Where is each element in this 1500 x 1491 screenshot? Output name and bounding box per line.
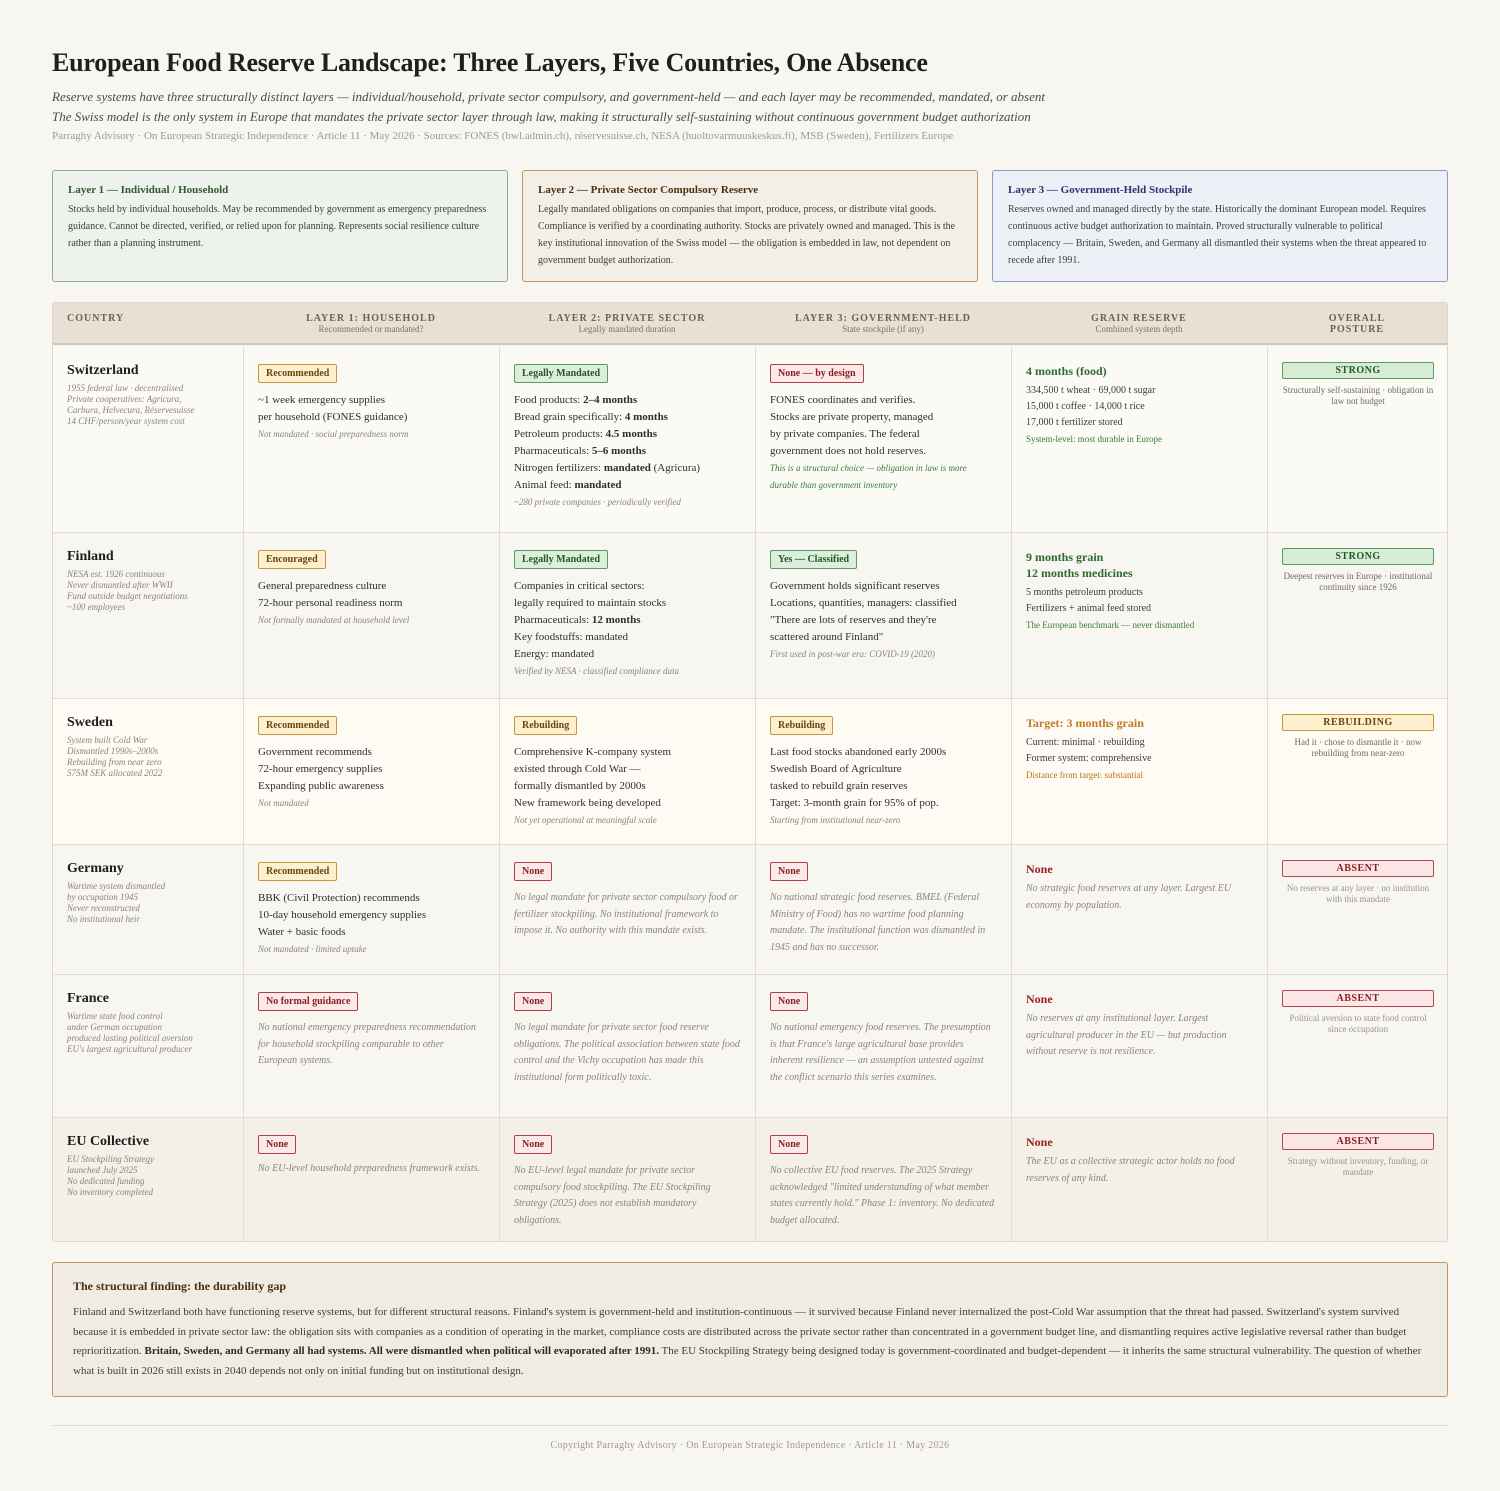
column-header-layer2 bbox=[499, 303, 755, 343]
status-badge: None bbox=[770, 992, 808, 1011]
source-line: Parraghy Advisory · On European Strategic Independence · Article 11 · May 2026 · Sources: FONES (bwl.admin.ch), réservesuisse.ch, NESA (huoltovarmuuskeskus.fi), MSB (Sweden), Fertilizers Europe bbox=[52, 130, 954, 142]
detail-line: "There are lots of reserves and they're bbox=[770, 614, 937, 626]
country-note: Wartime state food control bbox=[67, 1011, 163, 1021]
layer-title: Layer 2 — Private Sector Compulsory Reserve bbox=[538, 184, 759, 196]
grain-cell bbox=[1011, 1118, 1267, 1242]
country-note: produced lasting political aversion bbox=[67, 1033, 193, 1043]
posture-badge: STRONG bbox=[1282, 362, 1434, 379]
country-note: launched July 2025 bbox=[67, 1165, 138, 1175]
posture-badge: REBUILDING bbox=[1282, 714, 1434, 731]
country-cell bbox=[53, 533, 243, 698]
grain-cell bbox=[1011, 347, 1267, 532]
layer2-cell bbox=[499, 533, 755, 698]
country-note: Dismantled 1990s–2000s bbox=[67, 746, 159, 756]
column-header-country bbox=[53, 303, 243, 343]
layer-3-card bbox=[992, 170, 1448, 282]
item-label: Nitrogen fertilizers: bbox=[514, 462, 604, 474]
layer3-cell bbox=[755, 845, 1011, 974]
grain-status: The European benchmark — never dismantled bbox=[1026, 620, 1195, 630]
status-badge: None bbox=[770, 862, 808, 881]
detail-line bbox=[514, 460, 741, 477]
detail-line: Water + basic foods bbox=[258, 926, 346, 938]
country-note: Carbura, Helvecura, Réservesuisse bbox=[67, 405, 195, 415]
finding-text: The EU Stockpiling Strategy being designed today is government-coordinated and budget-dependent — it inherits the same structural vulnerability. The question of whether what is built in 2026 still exists in 2040 depends not only on initial funding but on institutional design. bbox=[73, 1345, 1422, 1378]
layer1-cell bbox=[243, 347, 499, 532]
country-name: France bbox=[67, 991, 109, 1006]
detail-note: ~280 private companies · periodically verified bbox=[514, 497, 681, 507]
detail-line: formally dismantled by 2000s bbox=[514, 780, 646, 792]
detail-line: 10-day household emergency supplies bbox=[258, 909, 427, 921]
absence-text: No EU-level legal mandate for private sector compulsory food stockpiling. The EU Stockpiling Strategy (2025) does not establish mandatory obligations. bbox=[514, 1165, 711, 1226]
country-note: ~100 employees bbox=[67, 602, 126, 612]
country-note: Wartime system dismantled bbox=[67, 881, 166, 891]
header-subtitle: Recommended or mandated? bbox=[318, 324, 424, 334]
item-value: 2–4 months bbox=[583, 394, 638, 406]
layer-body: Legally mandated obligations on companies that import, produce, process, or distribute vital goods. Compliance is verified by a coordinating authority. Stocks are privately owned and managed. This is the key institutional innovation of the Swiss model — the obligation is embedded in law, not dependent on government budget authorization. bbox=[538, 204, 956, 266]
column-header-layer3 bbox=[755, 303, 1011, 343]
country-note: NESA est. 1926 continuous bbox=[67, 569, 165, 579]
posture-badge: ABSENT bbox=[1282, 860, 1434, 877]
country-note: EU Stockpiling Strategy bbox=[67, 1154, 154, 1164]
column-header-posture bbox=[1267, 303, 1447, 343]
layer1-cell bbox=[243, 975, 499, 1117]
header-title: COUNTRY bbox=[67, 313, 125, 324]
country-cell bbox=[53, 1118, 243, 1242]
detail-line bbox=[514, 443, 741, 460]
absence-text: No legal mandate for private sector food reserve obligations. The political association between state food control and the Vichy occupation has made this institutional form politically toxic. bbox=[514, 1022, 740, 1083]
country-note: No inventory completed bbox=[67, 1187, 153, 1197]
grain-line: 334,500 t wheat · 69,000 t sugar bbox=[1026, 385, 1156, 396]
detail-line: BBK (Civil Protection) recommends bbox=[258, 892, 420, 904]
finding-title: The structural finding: the durability gap bbox=[73, 1279, 287, 1293]
grain-headline: None bbox=[1026, 1135, 1053, 1149]
header-subtitle: Legally mandated duration bbox=[578, 324, 676, 334]
detail-line: FONES coordinates and verifies. bbox=[770, 394, 916, 406]
detail-line bbox=[514, 426, 741, 443]
layer-definitions bbox=[52, 170, 1448, 282]
layer2-cell bbox=[499, 975, 755, 1117]
status-badge: None bbox=[514, 992, 552, 1011]
layer2-cell bbox=[499, 845, 755, 974]
country-name: Finland bbox=[67, 549, 114, 564]
detail-line: legally required to maintain stocks bbox=[514, 597, 667, 609]
detail-line: Swedish Board of Agriculture bbox=[770, 763, 902, 775]
layer-1-card bbox=[52, 170, 508, 282]
status-badge: None — by design bbox=[770, 364, 864, 383]
detail-line: tasked to rebuild grain reserves bbox=[770, 780, 908, 792]
detail-line: General preparedness culture bbox=[258, 580, 387, 592]
detail-line bbox=[514, 477, 741, 494]
grain-line: Former system: comprehensive bbox=[1026, 753, 1152, 764]
page-title: European Food Reserve Landscape: Three Layers, Five Countries, One Absence bbox=[52, 48, 928, 77]
layer1-cell bbox=[243, 533, 499, 698]
layer-2-card bbox=[522, 170, 978, 282]
layer-title: Layer 1 — Individual / Household bbox=[68, 184, 229, 196]
header-title: LAYER 3: GOVERNMENT-HELD bbox=[794, 313, 972, 324]
reserve-table bbox=[52, 302, 1448, 1242]
posture-cell bbox=[1267, 347, 1447, 532]
grain-line: 5 months petroleum products bbox=[1026, 587, 1143, 598]
table-row-eu bbox=[53, 1118, 1447, 1242]
finding-text: Finland and Switzerland both have functioning reserve systems, but for different structural reasons. Finland's system is government-held and institution-continuous — it survived because Finland never internalized the post-Cold War assumption that the threat had passed. Switzerland's system survived because it is embedded in private sector law: the obligation sits with companies as a condition of operating in the market, compliance costs are distributed across the private sector rather than concentrated in a government budget line, and dismantling requires active legislative reversal rather than budget reprioritization. bbox=[73, 1306, 1407, 1358]
status-badge: Recommended bbox=[258, 716, 337, 735]
country-note: Never dismantled after WWII bbox=[67, 580, 173, 590]
header-title: LAYER 2: PRIVATE SECTOR bbox=[548, 313, 706, 324]
detail-note: Starting from institutional near-zero bbox=[770, 815, 901, 825]
table-row-switzerland bbox=[53, 347, 1447, 533]
item-label: Petroleum products: bbox=[514, 428, 606, 440]
layer1-cell bbox=[243, 1118, 499, 1242]
status-badge: Legally Mandated bbox=[514, 550, 608, 569]
layer3-cell bbox=[755, 1118, 1011, 1242]
detail-note: Not mandated bbox=[258, 798, 309, 808]
country-cell bbox=[53, 699, 243, 844]
country-note: 1955 federal law · decentralised bbox=[67, 383, 184, 393]
status-badge: Rebuilding bbox=[770, 716, 833, 735]
finding-body bbox=[73, 1303, 1427, 1382]
item-value: 5–6 months bbox=[591, 445, 646, 457]
header-subtitle: State stockpile (if any) bbox=[842, 324, 924, 334]
layer1-cell bbox=[243, 699, 499, 844]
layer-title: Layer 3 — Government-Held Stockpile bbox=[1008, 184, 1193, 196]
item-value: mandated bbox=[574, 479, 622, 491]
absence-text: No national strategic food reserves. BMEL (Federal Ministry of Food) has no wartime food planning mandate. The institutional function was dismantled in 1945 and has no successor. bbox=[770, 892, 986, 953]
table-row-germany bbox=[53, 845, 1447, 975]
detail-line bbox=[514, 612, 741, 629]
country-cell bbox=[53, 975, 243, 1117]
table-header bbox=[53, 303, 1447, 345]
status-badge: None bbox=[514, 862, 552, 881]
grain-cell bbox=[1011, 845, 1267, 974]
finding-emphasis: Britain, Sweden, and Germany all had systems. All were dismantled when political will evaporated after 1991. bbox=[144, 1345, 659, 1358]
detail-line: Energy: mandated bbox=[514, 648, 595, 660]
item-value: 12 months bbox=[591, 614, 641, 626]
layer-body: Stocks held by individual households. May be recommended by government as emergency preparedness guidance. Cannot be directed, verified, or relied upon for planning. Represents social resilience culture rather than a planning instrument. bbox=[68, 204, 487, 249]
country-note: EU's largest agricultural producer bbox=[67, 1044, 193, 1054]
layer2-cell bbox=[499, 1118, 755, 1242]
detail-line: Comprehensive K-company system bbox=[514, 746, 672, 758]
country-note: No dedicated funding bbox=[67, 1176, 145, 1186]
detail-line: Target: 3-month grain for 95% of pop. bbox=[770, 797, 939, 809]
detail-line: 72-hour personal readiness norm bbox=[258, 597, 403, 609]
posture-badge: STRONG bbox=[1282, 548, 1434, 565]
item-label: Pharmaceuticals: bbox=[514, 614, 592, 626]
country-cell bbox=[53, 347, 243, 532]
detail-line: Government recommends bbox=[258, 746, 372, 758]
table-row-sweden bbox=[53, 699, 1447, 845]
grain-line: 17,000 t fertilizer stored bbox=[1026, 417, 1123, 428]
posture-cell bbox=[1267, 1118, 1447, 1242]
item-label: Pharmaceuticals: bbox=[514, 445, 592, 457]
posture-cell bbox=[1267, 845, 1447, 974]
column-header-layer1 bbox=[243, 303, 499, 343]
posture-note: Political aversion to state food control since occupation bbox=[1289, 1013, 1427, 1034]
detail-line: Companies in critical sectors: bbox=[514, 580, 645, 592]
layer2-cell bbox=[499, 347, 755, 532]
header-title: GRAIN RESERVE bbox=[1091, 313, 1187, 324]
absence-text: No collective EU food reserves. The 2025 Strategy acknowledged "limited understanding of what member states currently hold." Phase 1: inventory. No dedicated budget allocated. bbox=[770, 1165, 995, 1226]
grain-headline: Target: 3 months grain bbox=[1026, 716, 1144, 730]
grain-headline: None bbox=[1026, 862, 1053, 876]
posture-note: Deepest reserves in Europe · institutional continuity since 1926 bbox=[1283, 571, 1433, 592]
detail-line: per household (FONES guidance) bbox=[258, 411, 408, 423]
status-badge: Encouraged bbox=[258, 550, 326, 569]
table-row-finland bbox=[53, 533, 1447, 699]
detail-line: Key foodstuffs: mandated bbox=[514, 631, 629, 643]
country-note: 14 CHF/person/year system cost bbox=[67, 416, 185, 426]
country-cell bbox=[53, 845, 243, 974]
grain-cell bbox=[1011, 533, 1267, 698]
status-badge: Rebuilding bbox=[514, 716, 577, 735]
detail-line: ~1 week emergency supplies bbox=[258, 394, 386, 406]
detail-line: Stocks are private property, managed bbox=[770, 411, 934, 423]
table-row-france bbox=[53, 975, 1447, 1118]
item-value: 4.5 months bbox=[605, 428, 657, 440]
country-note: Never reconstructed bbox=[67, 903, 140, 913]
detail-line: Expanding public awareness bbox=[258, 780, 384, 792]
country-note: Private cooperatives: Agricura, bbox=[67, 394, 182, 404]
status-badge: No formal guidance bbox=[258, 992, 358, 1011]
detail-line: by private companies. The federal bbox=[770, 428, 920, 440]
layer3-cell bbox=[755, 347, 1011, 532]
item-value: 4 months bbox=[624, 411, 668, 423]
country-note: System built Cold War bbox=[67, 735, 148, 745]
posture-cell bbox=[1267, 699, 1447, 844]
status-badge: Yes — Classified bbox=[770, 550, 857, 569]
detail-line: 72-hour emergency supplies bbox=[258, 763, 383, 775]
country-name: Germany bbox=[67, 861, 124, 876]
absence-text: No national emergency preparedness recommendation for household stockpiling comparable to other European systems. bbox=[258, 1022, 476, 1066]
detail-line: New framework being developed bbox=[514, 797, 661, 809]
item-tail: (Agricura) bbox=[650, 462, 701, 474]
footer-copyright: Copyright Parraghy Advisory · On European Strategic Independence · Article 11 · May 2026 bbox=[550, 1440, 950, 1451]
posture-badge: ABSENT bbox=[1282, 990, 1434, 1007]
detail-note: Not mandated · social preparedness norm bbox=[258, 429, 409, 439]
grain-line: Current: minimal · rebuilding bbox=[1026, 737, 1145, 748]
detail-line: Last food stocks abandoned early 2000s bbox=[770, 746, 947, 758]
detail-line: scattered around Finland" bbox=[770, 631, 884, 643]
posture-note: Strategy without inventory, funding, or mandate bbox=[1287, 1156, 1429, 1177]
grain-headline: 4 months (food) bbox=[1026, 364, 1107, 378]
column-header-grain bbox=[1011, 303, 1267, 343]
country-name: Switzerland bbox=[67, 363, 139, 378]
detail-note: Not yet operational at meaningful scale bbox=[514, 815, 657, 825]
status-badge: None bbox=[258, 1135, 296, 1154]
detail-note: Not mandated · limited uptake bbox=[258, 944, 367, 954]
grain-headline: 9 months grain bbox=[1026, 550, 1104, 564]
layer3-cell bbox=[755, 975, 1011, 1117]
absence-text: No reserves at any institutional layer. Largest agricultural producer in the EU — but production without reserve is not resilience. bbox=[1026, 1013, 1227, 1057]
absence-text: No strategic food reserves at any layer. Largest EU economy by population. bbox=[1026, 883, 1232, 911]
detail-line: Government holds significant reserves bbox=[770, 580, 940, 592]
grain-status: System-level: most durable in Europe bbox=[1026, 434, 1162, 444]
posture-badge: ABSENT bbox=[1282, 1133, 1434, 1150]
layer-body: Reserves owned and managed directly by the state. Historically the dominant European model. Requires continuous active budget authorization to maintain. Proved structurally vulnerable to political complacency — Britain, Sweden, and Germany all dismantled their systems when the threat appeared to recede after 1991. bbox=[1008, 204, 1427, 266]
status-badge: Legally Mandated bbox=[514, 364, 608, 383]
status-badge: None bbox=[514, 1135, 552, 1154]
country-note: by occupation 1945 bbox=[67, 892, 138, 902]
detail-line: Locations, quantities, managers: classified bbox=[770, 597, 957, 609]
detail-line: existed through Cold War — bbox=[514, 763, 641, 775]
header-title: OVERALL POSTURE bbox=[1328, 313, 1386, 335]
header-subtitle: Combined system depth bbox=[1095, 324, 1183, 334]
layer3-cell bbox=[755, 533, 1011, 698]
grain-headline: None bbox=[1026, 992, 1053, 1006]
country-note: 575M SEK allocated 2022 bbox=[67, 768, 163, 778]
grain-line: 15,000 t coffee · 14,000 t rice bbox=[1026, 401, 1145, 412]
status-badge: None bbox=[770, 1135, 808, 1154]
posture-note: Structurally self-sustaining · obligation in law not budget bbox=[1282, 385, 1434, 406]
posture-note: No reserves at any layer · no institution with this mandate bbox=[1286, 883, 1430, 904]
detail-note: First used in post-war era: COVID-19 (2020) bbox=[770, 649, 935, 659]
detail-note: Verified by NESA · classified compliance data bbox=[514, 666, 680, 676]
detail-line bbox=[514, 392, 741, 409]
layer2-cell bbox=[499, 699, 755, 844]
item-label: Animal feed: bbox=[514, 479, 575, 491]
absence-text: The EU as a collective strategic actor holds no food reserves of any kind. bbox=[1026, 1156, 1235, 1184]
header-title: LAYER 1: HOUSEHOLD bbox=[306, 313, 436, 324]
footer-divider bbox=[52, 1425, 1448, 1426]
status-badge: Recommended bbox=[258, 862, 337, 881]
posture-cell bbox=[1267, 533, 1447, 698]
grain-cell bbox=[1011, 975, 1267, 1117]
country-note: No institutional heir bbox=[67, 914, 141, 924]
item-label: Food products: bbox=[514, 394, 584, 406]
item-value: mandated bbox=[603, 462, 651, 474]
subtitle: The Swiss model is the only system in Europe that mandates the private sector layer through law, making it structurally self-sustaining without continuous government budget authorization bbox=[52, 109, 1031, 124]
detail-line: government does not hold reserves. bbox=[770, 445, 927, 457]
layer1-cell bbox=[243, 845, 499, 974]
country-note: under German occupation bbox=[67, 1022, 162, 1032]
detail-note: Not formally mandated at household level bbox=[258, 615, 410, 625]
absence-text: No EU-level household preparedness framework exists. bbox=[258, 1163, 480, 1174]
grain-cell bbox=[1011, 699, 1267, 844]
posture-note: Had it · chose to dismantle it · now rebuilding from near-zero bbox=[1294, 737, 1422, 758]
absence-text: No legal mandate for private sector compulsory food or fertilizer stockpiling. No institutional framework to impose it. No authority with this mandate exists. bbox=[514, 892, 738, 936]
grain-line: Fertilizers + animal feed stored bbox=[1026, 603, 1152, 614]
subtitle: Reserve systems have three structurally distinct layers — individual/household, private sector compulsory, and government-held — and each layer may be recommended, mandated, or absent bbox=[52, 89, 1045, 104]
structural-finding-box bbox=[52, 1262, 1448, 1397]
layer3-cell bbox=[755, 699, 1011, 844]
detail-line bbox=[514, 409, 741, 426]
country-name: Sweden bbox=[67, 715, 113, 730]
posture-cell bbox=[1267, 975, 1447, 1117]
grain-status: Distance from target: substantial bbox=[1026, 770, 1144, 780]
status-badge: Recommended bbox=[258, 364, 337, 383]
grain-headline: 12 months medicines bbox=[1026, 566, 1133, 580]
country-name: EU Collective bbox=[67, 1134, 150, 1149]
absence-text: No national emergency food reserves. The presumption is that France's large agricultural base provides inherent resilience — an assumption untested against the conflict scenario this series examines. bbox=[770, 1022, 991, 1083]
country-note: Fund outside budget negotiations bbox=[67, 591, 188, 601]
country-note: Rebuilding from near zero bbox=[67, 757, 162, 767]
item-label: Bread grain specifically: bbox=[514, 411, 625, 423]
design-note: durable than government inventory bbox=[770, 480, 898, 490]
design-note: This is a structural choice — obligation in law is more bbox=[770, 463, 967, 473]
